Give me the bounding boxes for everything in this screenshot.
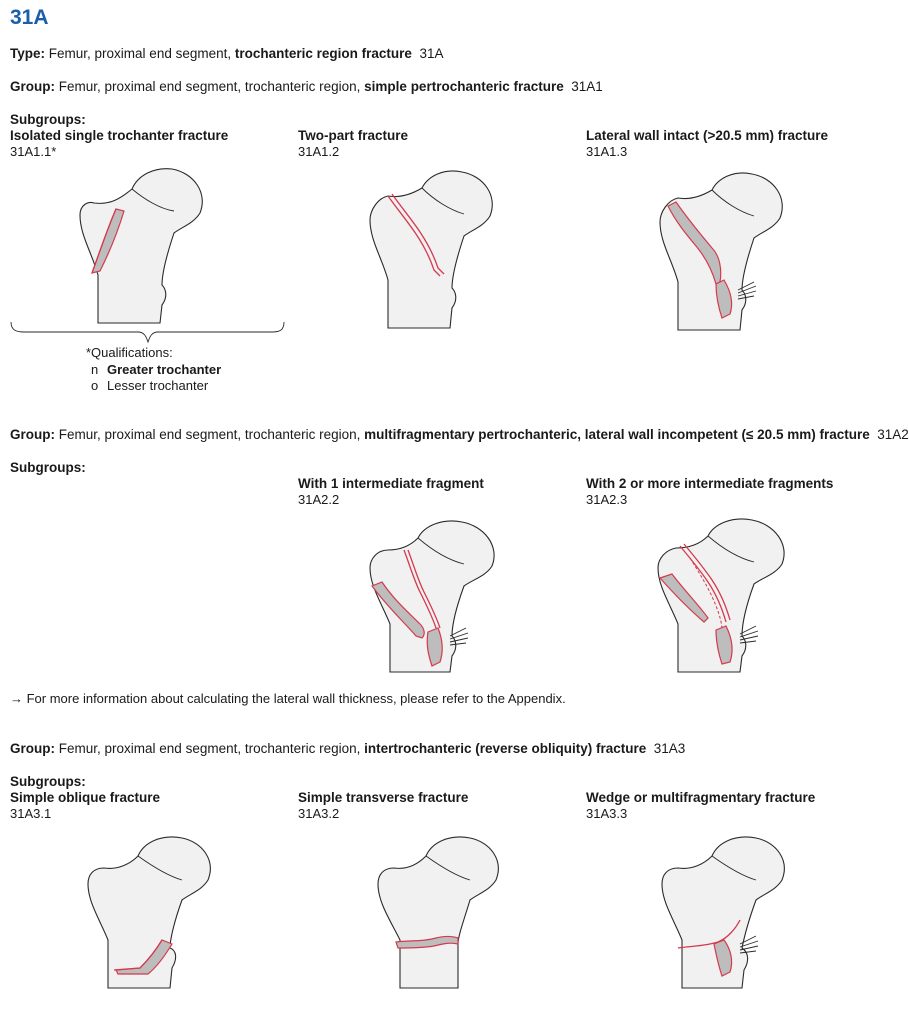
caption-title: Simple transverse fracture xyxy=(298,790,469,805)
subgroups-label-a1: Subgroups: xyxy=(10,112,86,127)
caption-code: 31A3.3 xyxy=(586,806,628,821)
femur-illustration-31a1-3 xyxy=(650,172,800,332)
caption-code: 31A2.3 xyxy=(586,492,628,507)
caption-31a1-1 xyxy=(10,128,228,160)
femur-illustration-31a2-2 xyxy=(360,520,510,675)
group1-code: 31A1 xyxy=(571,79,603,94)
group1-label: Group: xyxy=(10,79,55,94)
qualification-key: n xyxy=(91,361,99,377)
group1-prefix: Femur, proximal end segment, trochanteric region, xyxy=(58,79,361,94)
qualification-key: o xyxy=(91,378,99,393)
femur-illustration-31a3-2 xyxy=(366,832,516,990)
caption-title: Simple oblique fracture xyxy=(10,790,161,805)
qualifications-heading: *Qualifications: xyxy=(86,345,173,360)
caption-title: Lateral wall intact (>20.5 mm) fracture xyxy=(586,128,828,143)
group1-bold: simple pertrochanteric fracture xyxy=(364,79,564,94)
caption-31a3-1 xyxy=(10,790,160,822)
caption-31a3-3 xyxy=(586,790,815,822)
group2-bold: multifragmentary pertrochanteric, lateral wall incompetent (≤ 20.5 mm) fracture xyxy=(364,427,870,442)
page-title: 31A xyxy=(10,6,49,29)
caption-code: 31A3.1 xyxy=(10,806,52,821)
caption-code: 31A3.2 xyxy=(298,806,340,821)
group2-line xyxy=(10,427,909,442)
caption-code: 31A2.2 xyxy=(298,492,340,507)
caption-code: 31A1.3 xyxy=(586,144,628,159)
caption-title: With 1 intermediate fragment xyxy=(298,476,484,491)
caption-title: Isolated single trochanter fracture xyxy=(10,128,229,143)
caption-31a2-2 xyxy=(298,476,484,508)
group1-line xyxy=(10,79,603,94)
femur-illustration-31a3-3 xyxy=(652,832,802,990)
group2-prefix: Femur, proximal end segment, trochanteric region, xyxy=(58,427,361,442)
group3-line xyxy=(10,741,685,756)
group3-prefix: Femur, proximal end segment, trochanteric region, xyxy=(58,741,361,756)
type-code: 31A xyxy=(419,46,444,61)
femur-illustration-31a3-1 xyxy=(78,832,228,990)
caption-code: 31A1.2 xyxy=(298,144,340,159)
caption-code: 31A1.1* xyxy=(10,144,57,159)
group3-bold: intertrochanteric (reverse obliquity) fracture xyxy=(364,741,647,756)
subgroups-label-a2: Subgroups: xyxy=(10,460,86,475)
qualifications-box xyxy=(86,345,221,395)
brace-shape xyxy=(10,320,286,344)
qualification-item xyxy=(86,362,221,379)
caption-31a1-2 xyxy=(298,128,408,160)
type-line xyxy=(10,46,443,61)
caption-31a3-2 xyxy=(298,790,468,822)
type-prefix: Femur, proximal end segment, xyxy=(48,46,232,61)
qualification-text: Greater trochanter xyxy=(107,361,222,377)
type-bold: trochanteric region fracture xyxy=(234,46,412,61)
appendix-note: → For more information about calculating the lateral wall thickness, please refer to the Appendix. xyxy=(10,691,566,706)
subgroups-label-a3: Subgroups: xyxy=(10,774,86,789)
caption-title: With 2 or more intermediate fragments xyxy=(586,476,834,491)
qualification-text: Lesser trochanter xyxy=(107,378,209,393)
femur-illustration-31a1-2 xyxy=(360,170,510,330)
group3-label: Group: xyxy=(10,741,55,756)
group3-code: 31A3 xyxy=(653,741,686,756)
group2-code: 31A2 xyxy=(877,427,909,442)
caption-31a2-3 xyxy=(586,476,833,508)
type-label: Type: xyxy=(10,46,46,61)
caption-title: Two-part fracture xyxy=(298,128,409,143)
caption-title: Wedge or multifragmentary fracture xyxy=(586,790,816,805)
femur-illustration-31a1-1 xyxy=(70,165,220,325)
caption-31a1-3 xyxy=(586,128,828,160)
group2-label: Group: xyxy=(10,427,55,442)
femur-illustration-31a2-3 xyxy=(650,518,800,675)
qualification-item xyxy=(86,378,221,395)
